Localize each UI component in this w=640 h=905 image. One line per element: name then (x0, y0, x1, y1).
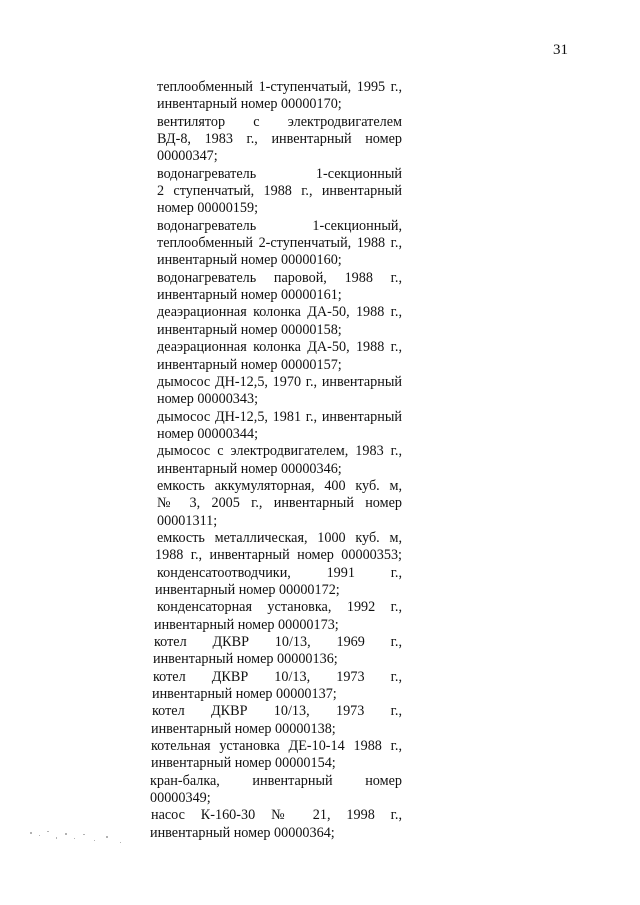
text-line: инвентарный номер 00000154; (151, 755, 336, 772)
text-line: инвентарный номер 00000172; (155, 581, 340, 598)
text-line: котел ДКВР 10/13, 1973 г., (152, 703, 402, 720)
text-line: № 3, 2005 г., инвентарный номер (157, 495, 402, 512)
text-line: дымосос ДН-12,5, 1970 г., инвентарный (157, 373, 402, 390)
text-line: насос К-160-30 № 21, 1998 г., (151, 807, 402, 824)
text-line: теплообменный 1-ступенчатый, 1995 г., (157, 79, 402, 95)
text-line: емкость аккумуляторная, 400 куб. м, (157, 477, 402, 494)
text-line: инвентарный номер 00000160; (157, 252, 342, 269)
text-line: номер 00000159; (157, 200, 259, 217)
text-line: инвентарный номер 00000161; (157, 287, 342, 304)
text-line: 00001311; (157, 512, 218, 529)
text-line: ВД-8, 1983 г., инвентарный номер (157, 131, 402, 148)
text-line: 1988 г., инвентарный номер 00000353; (155, 547, 402, 564)
text-line: кран-балка, инвентарный номер (150, 772, 402, 789)
text-line: инвентарный номер 00000136; (153, 651, 338, 668)
text-line: котел ДКВР 10/13, 1973 г., (153, 668, 402, 685)
text-line: деаэрационная колонка ДА-50, 1988 г., (157, 304, 402, 321)
text-line: емкость металлическая, 1000 куб. м, (157, 529, 402, 546)
text-line: дымосос ДН-12,5, 1981 г., инвентарный (157, 408, 402, 425)
text-line: водонагреватель 1-секционный (157, 165, 402, 182)
text-line: котельная установка ДЕ-10-14 1988 г., (151, 738, 402, 755)
text-line: инвентарный номер 00000346; (157, 460, 342, 477)
text-line: 2 ступенчатый, 1988 г., инвентарный (157, 183, 402, 200)
text-line: инвентарный номер 00000364; (150, 824, 335, 841)
text-line: конденсаторная установка, 1992 г., (157, 599, 402, 616)
text-line: инвентарный номер 00000157; (157, 356, 342, 373)
text-line: инвентарный номер 00000173; (154, 616, 339, 633)
text-line: вентилятор с электродвигателем (157, 113, 402, 130)
scan-noise (28, 826, 138, 856)
text-line: котел ДКВР 10/13, 1969 г., (154, 634, 402, 650)
text-line: дымосос с электродвигателем, 1983 г., (157, 443, 402, 460)
text-line: инвентарный номер 00000170; (157, 96, 342, 113)
text-line: 00000349; (150, 790, 211, 807)
text-line: инвентарный номер 00000138; (151, 720, 336, 737)
text-line: номер 00000343; (157, 391, 259, 408)
text-line: водонагреватель 1-секционный, (157, 217, 402, 234)
document-body (150, 79, 402, 842)
text-line: 00000347; (157, 148, 218, 165)
text-line: деаэрационная колонка ДА-50, 1988 г., (157, 339, 402, 356)
text-line: конденсатоотводчики, 1991 г., (157, 564, 402, 581)
page-number: 31 (553, 42, 568, 58)
text-line: теплообменный 2-ступенчатый, 1988 г., (157, 235, 402, 252)
text-line: номер 00000344; (157, 425, 259, 442)
text-line: водонагреватель паровой, 1988 г., (157, 269, 402, 286)
text-line: инвентарный номер 00000137; (152, 686, 337, 703)
text-line: инвентарный номер 00000158; (157, 321, 342, 338)
